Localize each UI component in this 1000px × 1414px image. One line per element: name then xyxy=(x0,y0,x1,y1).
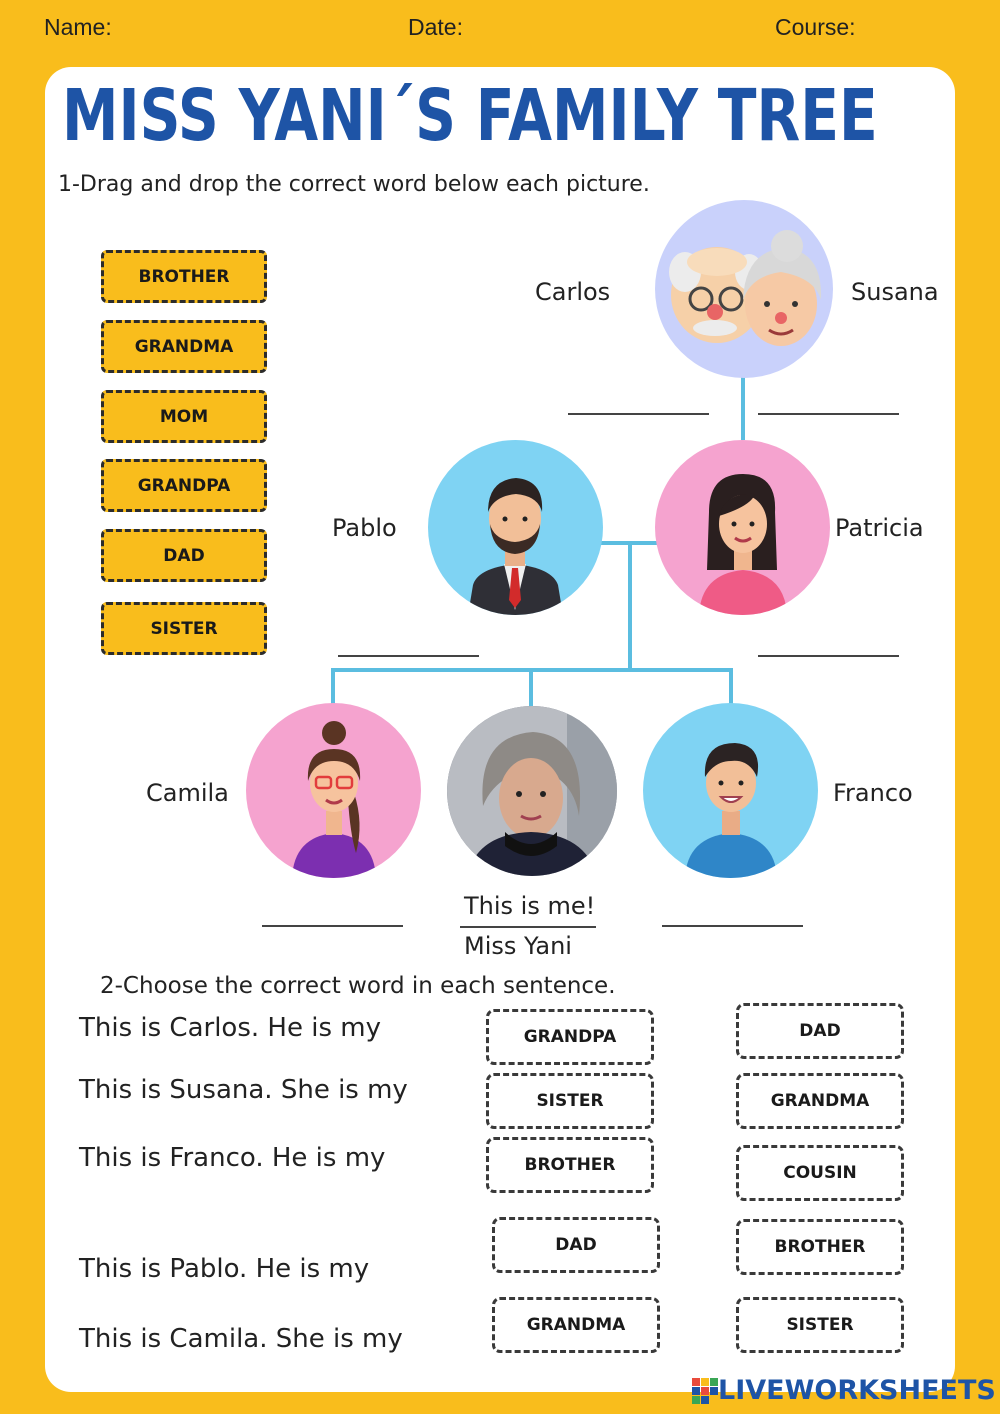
answer-blank-susana[interactable] xyxy=(758,413,899,415)
answer-blank-carlos[interactable] xyxy=(568,413,709,415)
sentence-3: This is Franco. He is my xyxy=(79,1143,386,1173)
mother-illustration xyxy=(655,440,830,615)
me-name: Miss Yani xyxy=(464,932,572,960)
name-franco: Franco xyxy=(833,779,913,807)
sentence-5: This is Camila. She is my xyxy=(79,1324,403,1354)
sentence-1: This is Carlos. He is my xyxy=(79,1013,381,1043)
brand-name: LIVEWORKSHEETS xyxy=(718,1375,996,1406)
date-label: Date: xyxy=(408,14,463,40)
option-button[interactable]: GRANDMA xyxy=(492,1297,660,1353)
sentence-4: This is Pablo. He is my xyxy=(79,1254,370,1284)
option-button[interactable]: DAD xyxy=(736,1003,904,1059)
worksheet-title: MISS YANI´S FAMILY TREE xyxy=(62,74,878,158)
answer-blank-patricia[interactable] xyxy=(758,655,899,657)
option-button[interactable]: GRANDPA xyxy=(486,1009,654,1065)
word-tile-brother[interactable]: BROTHER xyxy=(101,250,267,303)
father-illustration xyxy=(428,440,603,615)
word-tile-mom[interactable]: MOM xyxy=(101,390,267,443)
option-button[interactable]: COUSIN xyxy=(736,1145,904,1201)
pablo-portrait xyxy=(428,440,603,615)
answer-blank-pablo[interactable] xyxy=(338,655,479,657)
liveworksheets-logo[interactable] xyxy=(692,1375,996,1406)
liveworksheets-icon xyxy=(692,1378,718,1404)
franco-portrait xyxy=(643,703,818,878)
miss-yani-illustration xyxy=(447,706,617,876)
grandparents-portrait xyxy=(655,200,833,378)
word-tile-dad[interactable]: DAD xyxy=(101,529,267,582)
miss-yani-photo xyxy=(447,706,617,876)
name-label: Name: xyxy=(44,14,112,40)
name-carlos: Carlos xyxy=(535,278,611,306)
option-button[interactable]: SISTER xyxy=(486,1073,654,1129)
word-tile-grandpa[interactable]: GRANDPA xyxy=(101,459,267,512)
answer-blank-camila[interactable] xyxy=(262,925,403,927)
sentence-2: This is Susana. She is my xyxy=(79,1075,408,1105)
option-button[interactable]: BROTHER xyxy=(736,1219,904,1275)
brother-illustration xyxy=(643,703,818,878)
me-underline xyxy=(460,926,596,928)
word-tile-sister[interactable]: SISTER xyxy=(101,602,267,655)
word-tile-grandma[interactable]: GRANDMA xyxy=(101,320,267,373)
sister-illustration xyxy=(246,703,421,878)
course-label: Course: xyxy=(775,14,856,40)
grandparents-illustration xyxy=(655,200,833,378)
instruction-1: 1-Drag and drop the correct word below each picture. xyxy=(58,172,650,197)
option-button[interactable]: BROTHER xyxy=(486,1137,654,1193)
answer-blank-franco[interactable] xyxy=(662,925,803,927)
option-button[interactable]: DAD xyxy=(492,1217,660,1273)
camila-portrait xyxy=(246,703,421,878)
me-caption: This is me! xyxy=(464,892,596,920)
option-button[interactable]: SISTER xyxy=(736,1297,904,1353)
instruction-2: 2-Choose the correct word in each sentence. xyxy=(100,973,616,999)
name-pablo: Pablo xyxy=(332,514,397,542)
option-button[interactable]: GRANDMA xyxy=(736,1073,904,1129)
patricia-portrait xyxy=(655,440,830,615)
name-camila: Camila xyxy=(146,779,229,807)
name-patricia: Patricia xyxy=(835,514,924,542)
name-susana: Susana xyxy=(851,278,939,306)
